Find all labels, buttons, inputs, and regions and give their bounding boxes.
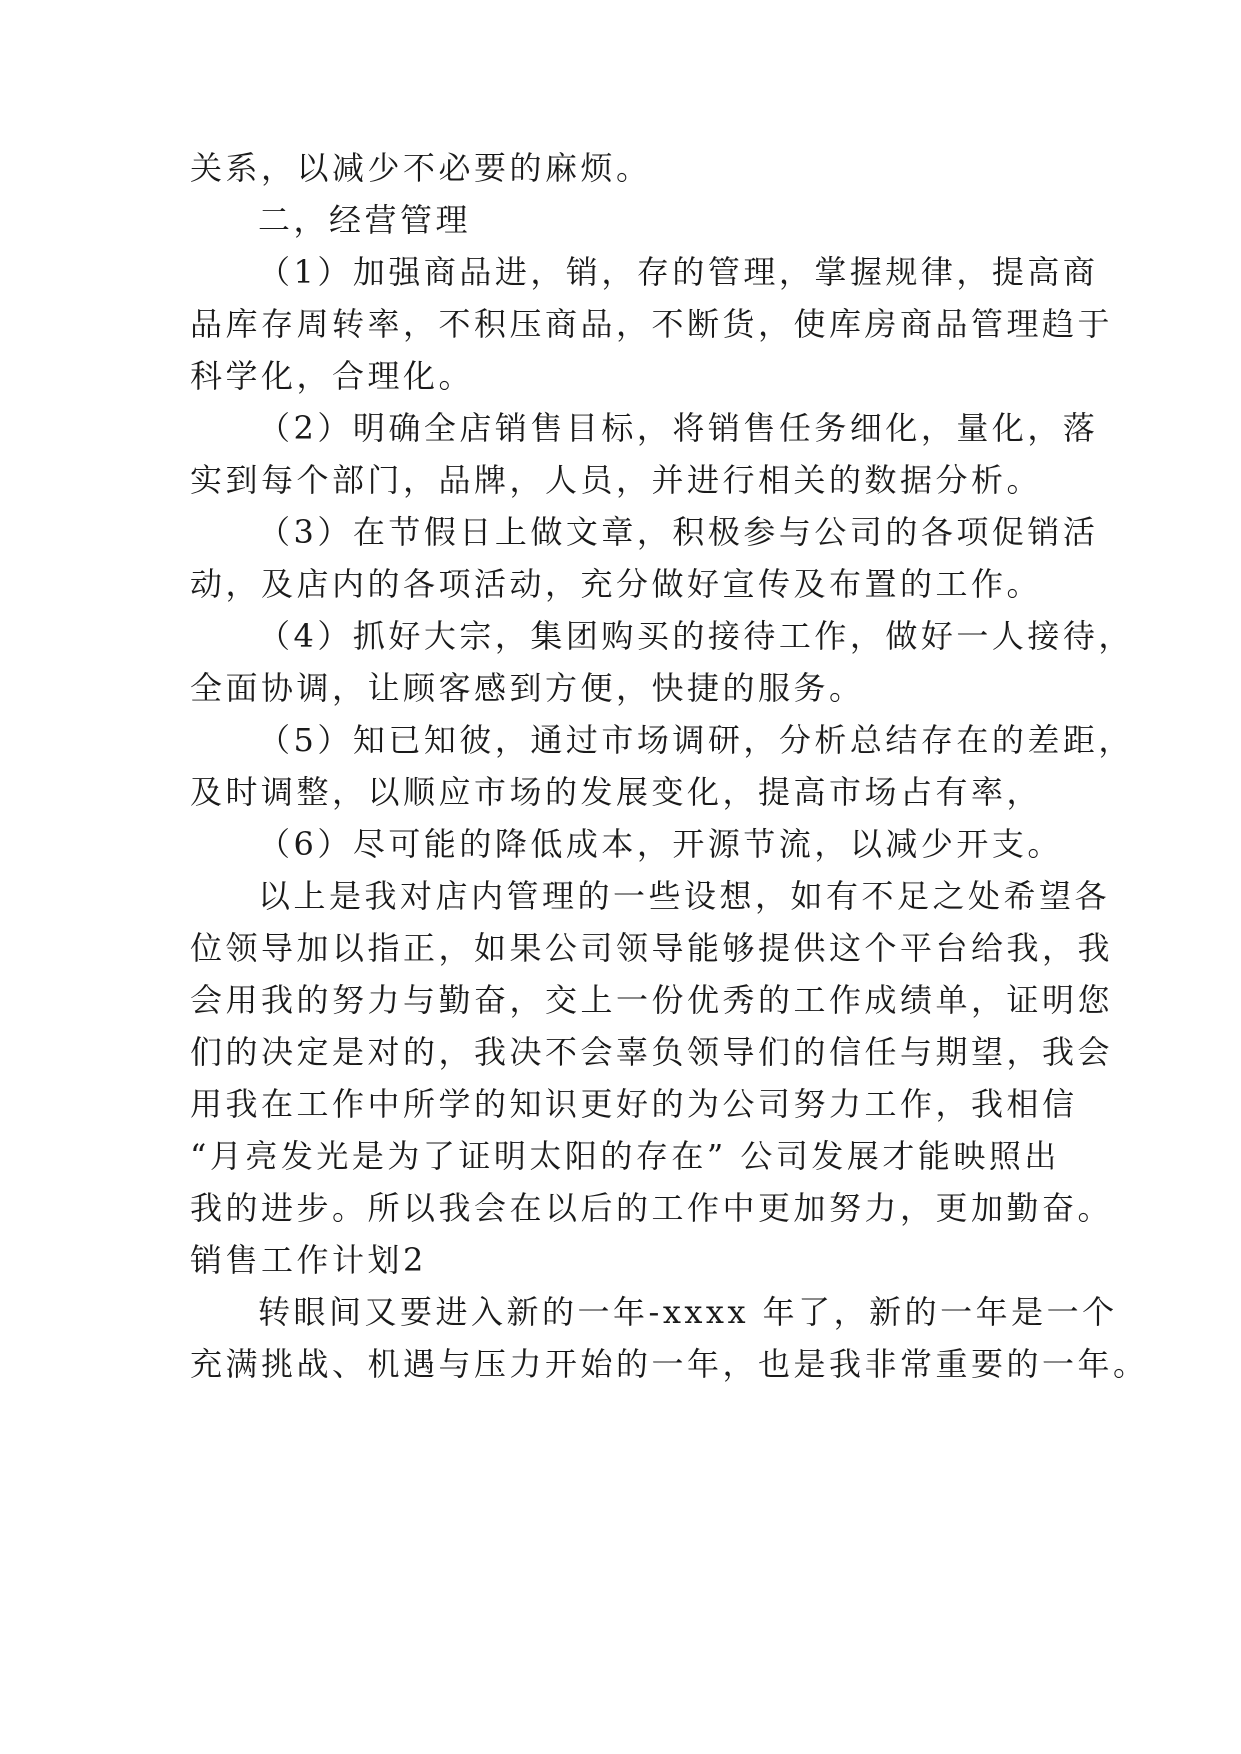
paragraph-line: 全面协调，让顾客感到方便，快捷的服务。 bbox=[190, 669, 865, 707]
section-heading: 二，经营管理 bbox=[258, 201, 472, 239]
paragraph-line: 及时调整，以顺应市场的发展变化，提高市场占有率， bbox=[190, 773, 1043, 811]
paragraph-line: （3）在节假日上做文章，积极参与公司的各项促销活 bbox=[258, 513, 1099, 551]
paragraph-line: 品库存周转率，不积压商品，不断货，使库房商品管理趋于 bbox=[190, 305, 1114, 343]
paragraph-line: 用我在工作中所学的知识更好的为公司努力工作，我相信 bbox=[190, 1085, 1078, 1123]
paragraph-line: 转眼间又要进入新的一年-xxxx 年了，新的一年是一个 bbox=[258, 1293, 1118, 1331]
paragraph-line: 关系，以减少不必要的麻烦。 bbox=[190, 149, 652, 187]
paragraph-line: “月亮发光是为了证明太阳的存在” 公司发展才能映照出 bbox=[190, 1137, 1060, 1175]
paragraph-line: （4）抓好大宗，集团购买的接待工作，做好一人接待， bbox=[258, 617, 1134, 655]
paragraph-line: 科学化，合理化。 bbox=[190, 357, 475, 395]
paragraph-line: （1）加强商品进，销，存的管理，掌握规律，提高商 bbox=[258, 253, 1099, 291]
paragraph-line: （6）尽可能的降低成本，开源节流，以减少开支。 bbox=[258, 825, 1063, 863]
paragraph-line: （5）知已知彼，通过市场调研，分析总结存在的差距， bbox=[258, 721, 1134, 759]
paragraph-line: 实到每个部门，品牌，人员，并进行相关的数据分析。 bbox=[190, 461, 1043, 499]
paragraph-line: 位领导加以指正，如果公司领导能够提供这个平台给我，我 bbox=[190, 929, 1114, 967]
paragraph-line: 以上是我对店内管理的一些设想，如有不足之处希望各 bbox=[258, 877, 1111, 915]
paragraph-line: 动，及店内的各项活动，充分做好宣传及布置的工作。 bbox=[190, 565, 1043, 603]
paragraph-line: 会用我的努力与勤奋，交上一份优秀的工作成绩单，证明您 bbox=[190, 981, 1114, 1019]
paragraph-line: 们的决定是对的，我决不会辜负领导们的信任与期望，我会 bbox=[190, 1033, 1114, 1071]
paragraph-line: 我的进步。所以我会在以后的工作中更加努力，更加勤奋。 bbox=[190, 1189, 1114, 1227]
paragraph-line: 充满挑战、机遇与压力开始的一年，也是我非常重要的一年。 bbox=[190, 1345, 1149, 1383]
paragraph-line: （2）明确全店销售目标，将销售任务细化，量化，落 bbox=[258, 409, 1099, 447]
section-title: 销售工作计划2 bbox=[190, 1241, 427, 1279]
